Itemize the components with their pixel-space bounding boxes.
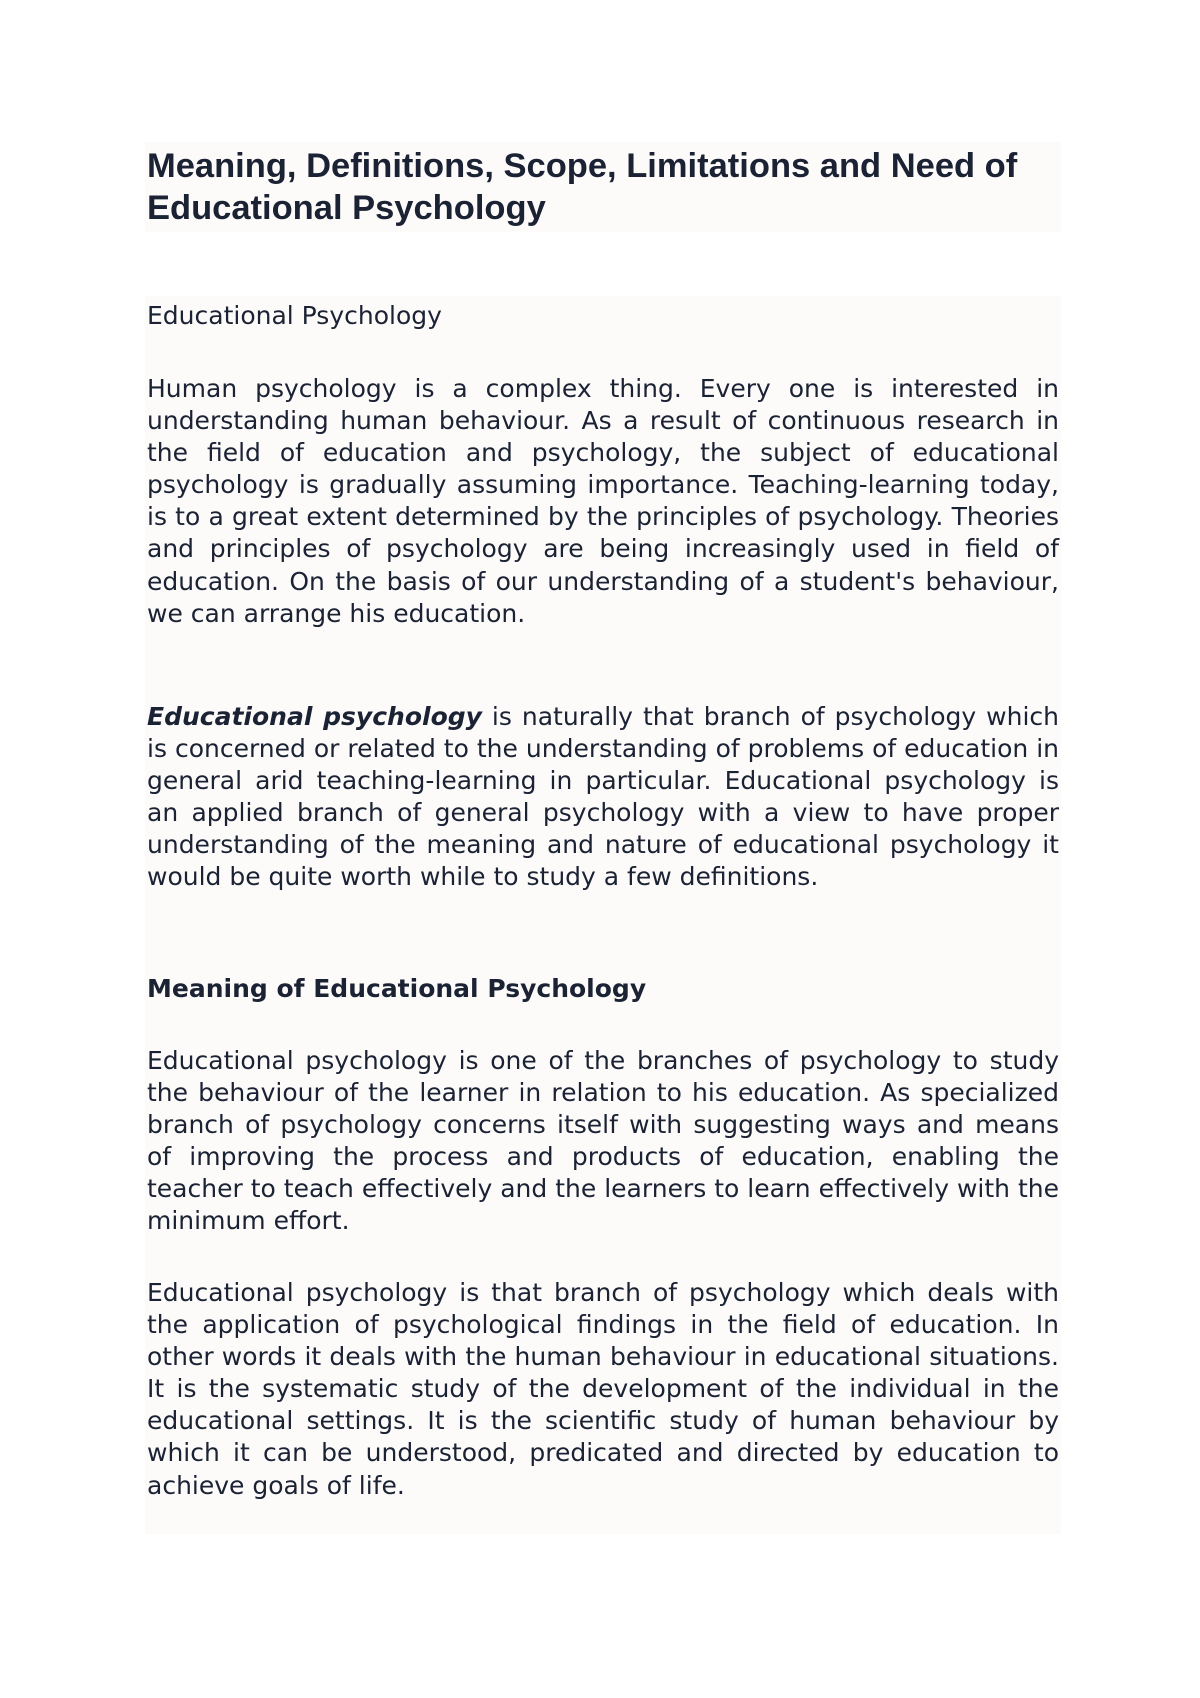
document-title: Meaning, Definitions, Scope, Limitations and Need of Educational Psychology: [147, 147, 1018, 227]
subheading: Educational Psychology: [147, 301, 442, 330]
paragraph-lead-term: Educational psychology: [147, 702, 482, 731]
paragraph-meaning: Educational psychology is one of the branches of psychology to study the behaviour of the learner in relation to his education. As specialized branch of psychology concerns itself with suggesting ways and means of improving the process and products of education, enabling the teacher to teach effectively and the learners to learn effectively with the minimum effort.: [147, 1046, 1059, 1236]
paragraph-definition-text: is naturally that branch of psychology which is concerned or related to the understanding of problems of education in general arid teaching-learning in particular. Educational psychology is an applied branch of general psychology with a view to have proper understanding of the meaning and nature of educational psychology it would be quite worth while to study a few definitions.: [147, 702, 1059, 892]
section-heading: Meaning of Educational Psychology: [147, 974, 647, 1003]
paragraph-definition: [147, 701, 1059, 894]
paragraph-application: Educational psychology is that branch of psychology which deals with the application of psychological findings in the field of education. In other words it deals with the human behaviour in educational situations. It is the systematic study of the development of the individual in the educational settings. It is the scientific study of human behaviour by which it can be understood, predicated and directed by education to achieve goals of life.: [147, 1278, 1059, 1500]
paragraph-intro: Human psychology is a complex thing. Every one is interested in understanding human behaviour. As a result of continuous research in the field of education and psychology, the subject of educational psychology is gradually assuming importance. Teaching-learning today, is to a great extent determined by the principles of psychology. Theories and principles of psychology are being increasingly used in field of education. On the basis of our understanding of a student's behaviour, we can arrange his education.: [147, 374, 1059, 628]
